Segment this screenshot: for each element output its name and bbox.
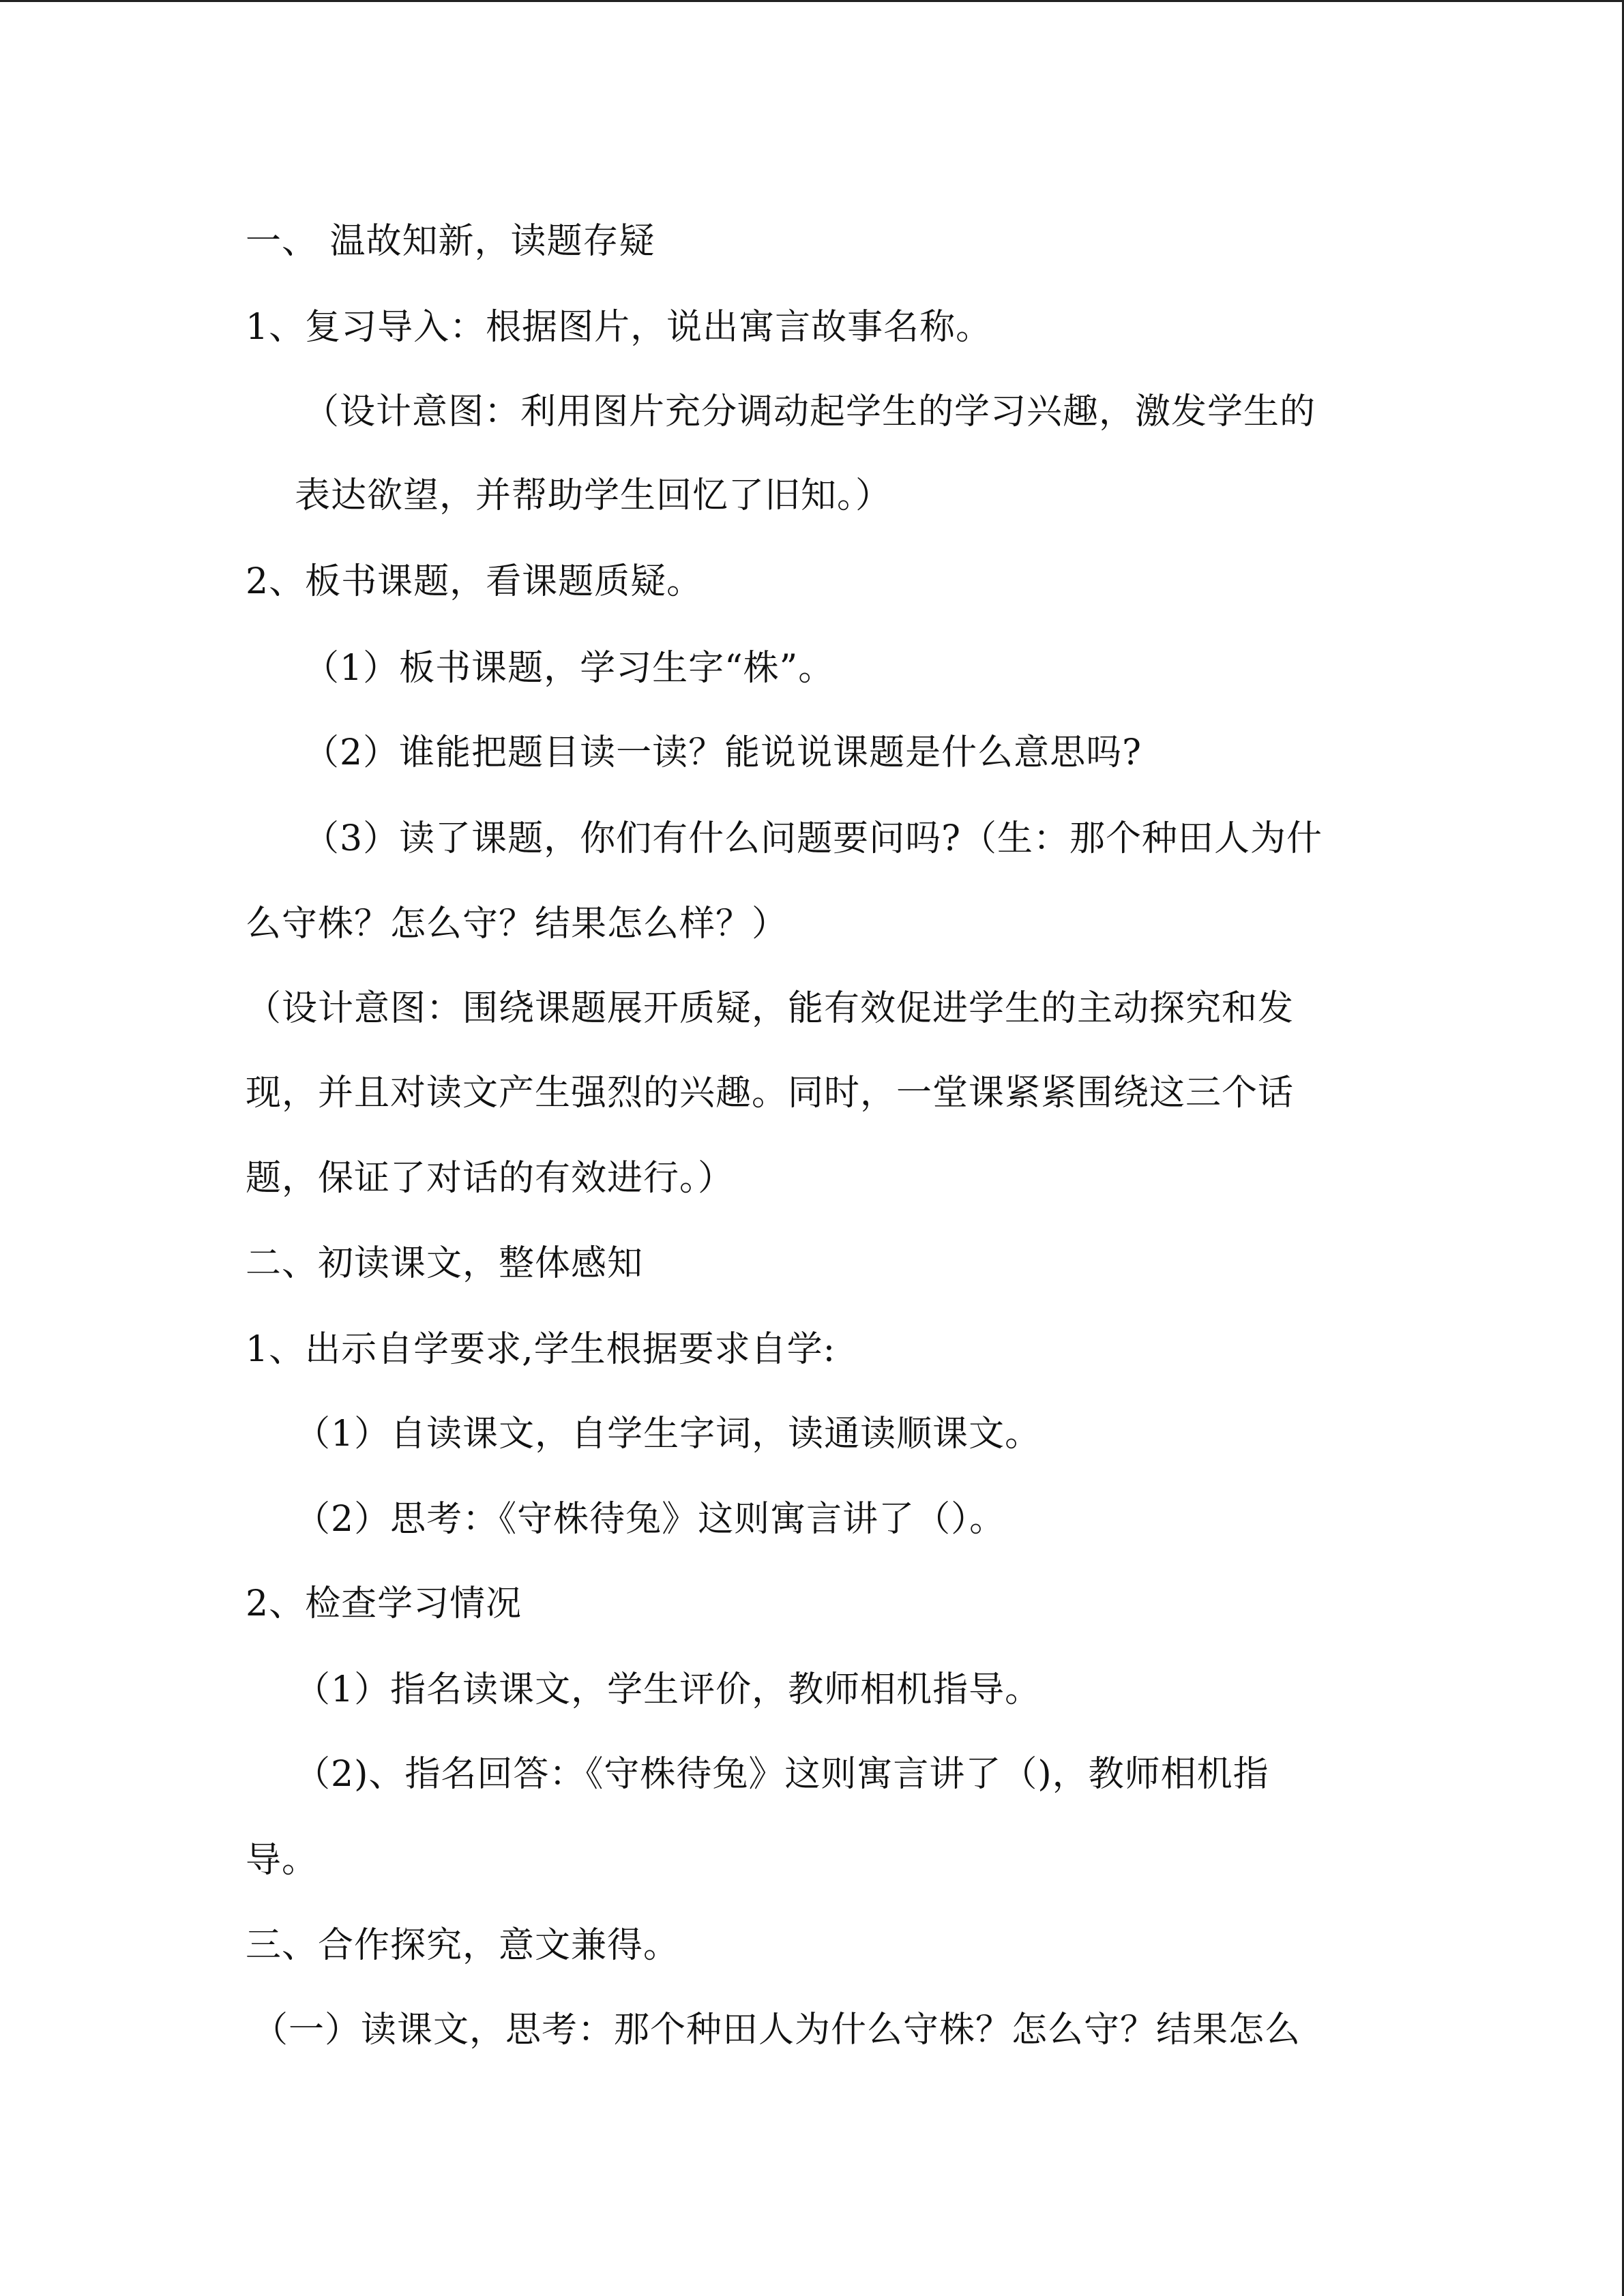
- paragraph-self-study: 1、出示自学要求,学生根据要求自学:: [246, 1329, 836, 1370]
- design-intent-2-line-1: （设计意图：围绕课题展开质疑，能有效促进学生的主动探究和发: [246, 988, 1295, 1029]
- list-item-1-3-line-2: 么守株？怎么守？结果怎么样？）: [246, 904, 788, 944]
- paragraph-board-title: 2、板书课题，看课题质疑。: [246, 561, 703, 602]
- heading-section-1: 一、 温故知新，读题存疑: [246, 221, 655, 262]
- design-intent-1-line-1: （设计意图：利用图片充分调动起学生的学习兴趣，激发学生的: [304, 391, 1316, 432]
- list-item-1-3-line-1: （3）读了课题，你们有什么问题要问吗?（生：那个种田人为什: [304, 818, 1323, 859]
- list-item-1-2: （2）谁能把题目读一读？能说说课题是什么意思吗?: [304, 732, 1142, 773]
- design-intent-2-line-3: 题，保证了对话的有效进行。）: [246, 1158, 735, 1199]
- paragraph-cooperative-reading: （一）读课文，思考：那个种田人为什么守株？怎么守？结果怎么: [252, 2010, 1301, 2051]
- list-item-3-1: （1）指名读课文，学生评价，教师相机指导。: [295, 1669, 1042, 1710]
- list-item-3-2-line-2: 导。: [246, 1840, 319, 1881]
- paragraph-review-intro: 1、复习导入：根据图片，说出寓言故事名称。: [246, 307, 992, 348]
- list-item-2-2: （2）思考：《守株待兔》这则寓言讲了（）。: [295, 1499, 1006, 1540]
- heading-section-3: 三、合作探究，意文兼得。: [246, 1925, 680, 1966]
- list-item-3-2-line-1: （2)、指名回答：《守株待兔》这则寓言讲了（)，教师相机指: [295, 1754, 1269, 1795]
- design-intent-1-line-2: 表达欲望，并帮助学生回忆了旧知。）: [295, 475, 892, 516]
- list-item-2-1: （1）自读课文，自学生字词，读通读顺课文。: [295, 1414, 1042, 1455]
- heading-section-2: 二、初读课文，整体感知: [246, 1243, 644, 1284]
- design-intent-2-line-2: 现，并且对读文产生强烈的兴趣。同时，一堂课紧紧围绕这三个话: [246, 1073, 1295, 1114]
- list-item-1-1: （1）板书课题，学习生字“株”。: [304, 648, 835, 689]
- paragraph-check-learning: 2、检查学习情况: [246, 1583, 522, 1624]
